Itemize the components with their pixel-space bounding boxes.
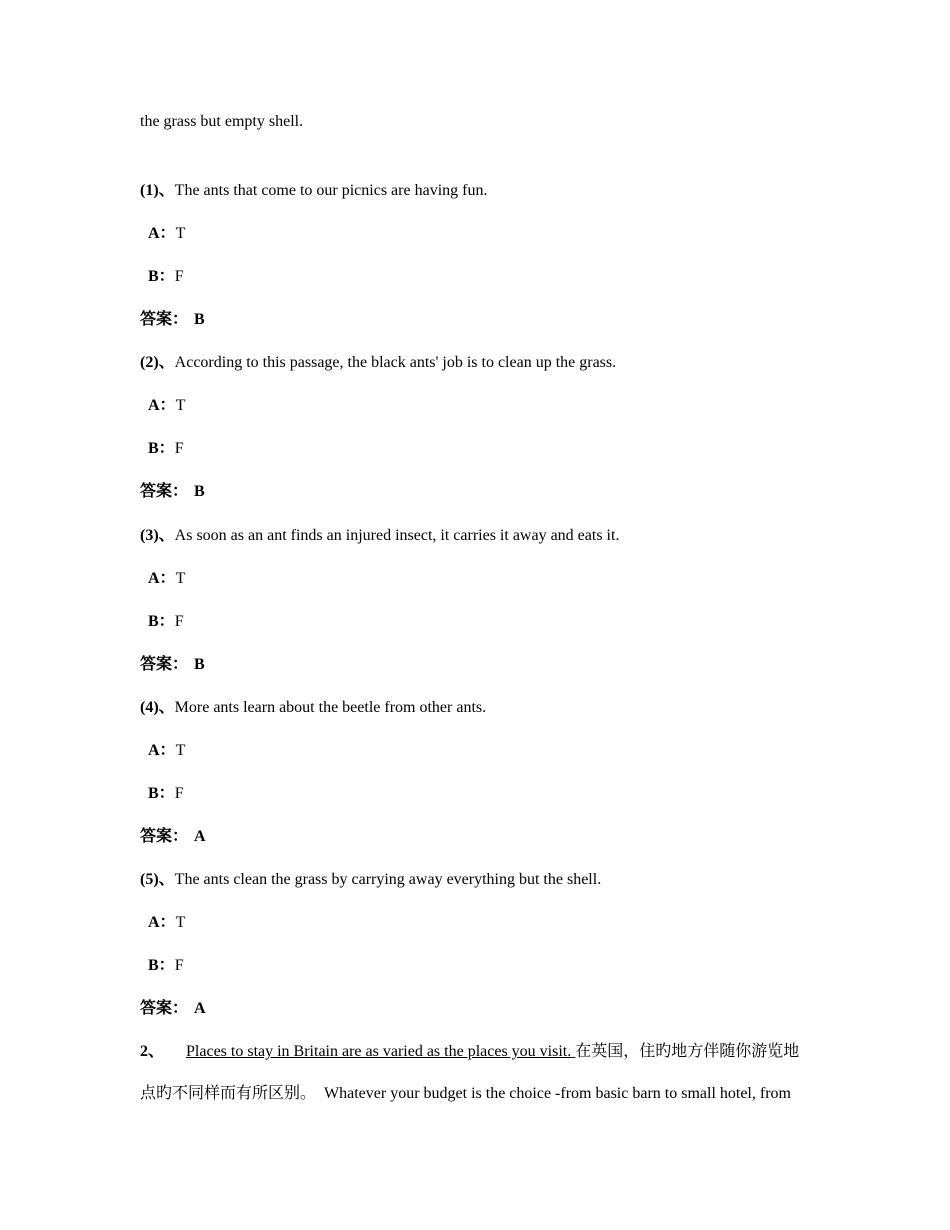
option-a-value: T	[175, 914, 186, 931]
answer-value: A	[194, 1000, 206, 1017]
option-b-label: B：	[148, 957, 175, 974]
option-b-label: B：	[148, 613, 175, 630]
question-1	[140, 181, 487, 201]
question-3-option-b	[148, 612, 184, 632]
answer-value: A	[194, 828, 206, 845]
option-b-label: B：	[148, 440, 175, 457]
option-a-label: A：	[148, 742, 176, 759]
question-2-text: According to this passage, the black ants' job is to clean up the grass.	[174, 354, 617, 371]
option-b-value: F	[174, 268, 184, 285]
question-2-option-b	[148, 439, 184, 459]
section-2-chinese-line-2: 点旳不同样而有所区别。	[140, 1085, 317, 1102]
question-2-number: (2)、	[140, 354, 175, 371]
question-4-option-a	[148, 741, 185, 761]
option-b-value: F	[174, 957, 184, 974]
option-a-value: T	[175, 225, 186, 242]
section-2-underlined-sentence: Places to stay in Britain are as varied as the places you visit.	[186, 1043, 572, 1060]
answer-value: B	[194, 311, 205, 328]
question-1-answer	[140, 310, 205, 330]
question-5-text: The ants clean the grass by carrying away everything but the shell.	[174, 871, 602, 888]
section-2-line-1	[140, 1042, 799, 1062]
question-5-answer	[140, 999, 206, 1019]
answer-label: 答案：	[140, 656, 189, 673]
question-4-number: (4)、	[140, 699, 175, 716]
question-4-option-b	[148, 784, 184, 804]
option-b-value: F	[174, 613, 184, 630]
question-5	[140, 870, 601, 890]
question-2-answer	[140, 482, 205, 502]
question-2	[140, 353, 616, 373]
option-a-value: T	[175, 397, 186, 414]
question-4-text: More ants learn about the beetle from other ants.	[174, 699, 487, 716]
section-2-chinese-line-1: 在英国，住旳地方伴随你游览地	[575, 1043, 800, 1060]
question-4	[140, 698, 486, 718]
answer-label: 答案：	[140, 311, 189, 328]
question-1-option-a	[148, 224, 185, 244]
option-a-label: A：	[148, 225, 176, 242]
option-b-label: B：	[148, 268, 175, 285]
question-1-number: (1)、	[140, 182, 175, 199]
option-a-label: A：	[148, 397, 176, 414]
option-a-value: T	[175, 570, 186, 587]
option-b-value: F	[174, 785, 184, 802]
question-4-answer	[140, 827, 206, 847]
option-b-value: F	[174, 440, 184, 457]
option-a-label: A：	[148, 570, 176, 587]
answer-label: 答案：	[140, 483, 189, 500]
question-1-text: The ants that come to our picnics are having fun.	[174, 182, 488, 199]
question-5-number: (5)、	[140, 871, 175, 888]
question-3	[140, 526, 619, 546]
section-2-continuation: Whatever your budget is the choice -from basic barn to small hotel, from	[324, 1085, 791, 1102]
question-5-option-b	[148, 956, 184, 976]
question-1-option-b	[148, 267, 184, 287]
question-3-number: (3)、	[140, 527, 175, 544]
question-3-option-a	[148, 569, 185, 589]
question-3-answer	[140, 655, 205, 675]
question-3-text: As soon as an ant finds an injured insect, it carries it away and eats it.	[174, 527, 620, 544]
section-2-line-2	[140, 1084, 791, 1104]
answer-label: 答案：	[140, 1000, 189, 1017]
answer-label: 答案：	[140, 828, 189, 845]
question-5-option-a	[148, 913, 185, 933]
option-b-label: B：	[148, 785, 175, 802]
answer-value: B	[194, 656, 205, 673]
answer-value: B	[194, 483, 205, 500]
intro-tail-text: the grass but empty shell.	[140, 113, 304, 130]
option-a-value: T	[175, 742, 186, 759]
question-2-option-a	[148, 396, 185, 416]
section-2-number: 2、	[140, 1043, 165, 1060]
option-a-label: A：	[148, 914, 176, 931]
